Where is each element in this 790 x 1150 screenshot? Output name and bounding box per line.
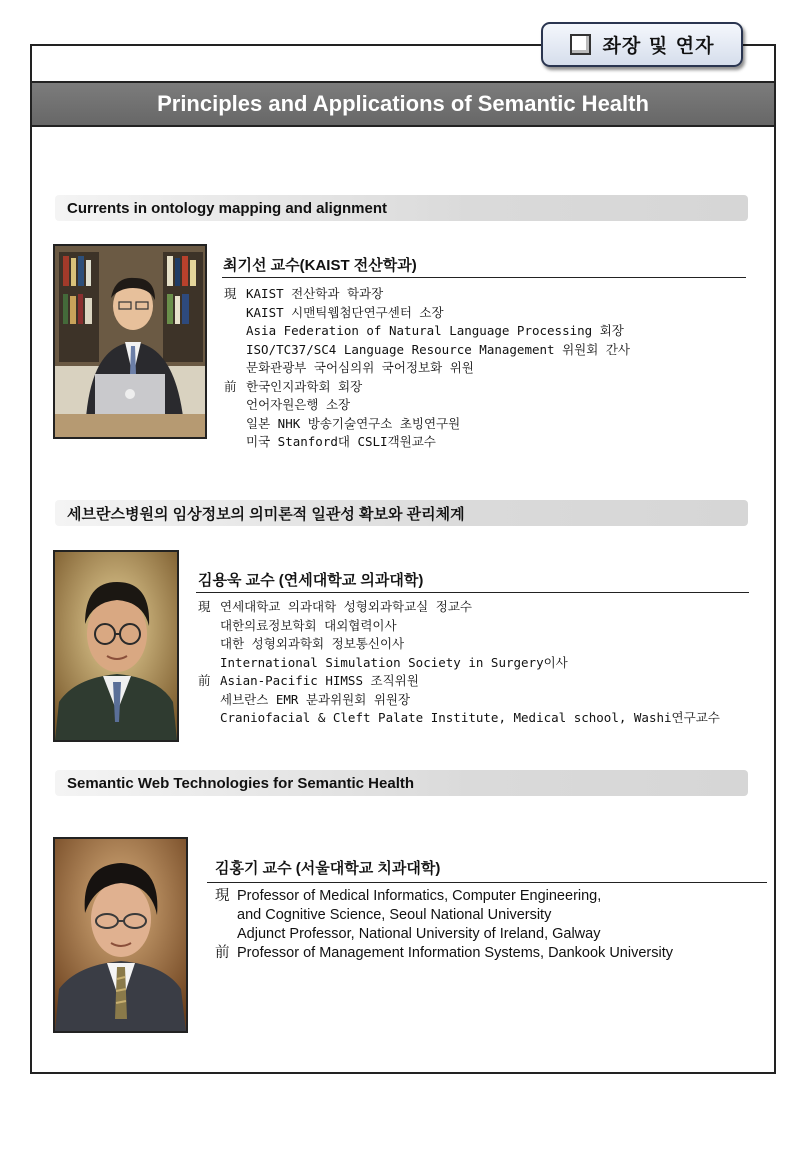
cv-text: Asian-Pacific HIMSS 조직위원 [220, 673, 419, 688]
cv-text: Professor of Management Information Systems, Dankook University [237, 945, 673, 961]
section-heading-3 [55, 770, 748, 796]
name-divider [207, 882, 767, 883]
speaker-photo-3 [53, 837, 188, 1033]
section-heading-text: 세브란스병원의 임상정보의 의미론적 일관성 확보와 관리체계 [67, 505, 465, 523]
cv-text: 언어자원은행 소장 [246, 397, 351, 412]
cv-line [224, 359, 630, 378]
cv-text: KAIST 시맨틱웹첨단연구센터 소장 [246, 304, 444, 320]
cv-text: 일본 NHK 방송기술연구소 초빙연구원 [246, 415, 461, 431]
cv-text: International Simulation Society in Surgery이사 [220, 654, 568, 670]
name-divider [222, 277, 746, 278]
cv-marker [224, 304, 246, 323]
cv-text: Professor of Medical Informatics, Computer Engineering, [237, 888, 602, 904]
cv-line [224, 322, 630, 341]
speaker-photo-image [55, 246, 205, 437]
badge-label: 좌장 및 연자 [602, 35, 715, 57]
cv-line [224, 304, 630, 323]
cv-marker [215, 906, 237, 925]
cv-line [198, 691, 720, 710]
cv-line [224, 378, 630, 397]
speaker-cv-3 [215, 887, 673, 963]
speaker-photo-image [55, 839, 186, 1031]
cv-marker: 前 [215, 945, 230, 961]
cv-marker [224, 415, 246, 434]
speaker-cv-1 [224, 285, 630, 452]
session-badge [541, 22, 743, 67]
cv-marker [198, 691, 220, 710]
cv-marker [215, 925, 237, 944]
page-title: Principles and Applications of Semantic Health [157, 91, 649, 116]
title-bar [32, 81, 774, 127]
cv-line [198, 654, 720, 673]
section-heading-2 [55, 500, 748, 526]
cv-marker: 現 [198, 599, 211, 614]
cv-marker [224, 322, 246, 341]
cv-text: 문화관광부 국어심의위 국어정보화 위원 [246, 360, 474, 375]
cv-marker: 前 [224, 378, 237, 394]
section-heading-text: Currents in ontology mapping and alignment [67, 199, 388, 217]
cv-marker [224, 341, 246, 360]
cv-line [198, 672, 720, 691]
cv-text: and Cognitive Science, Seoul National University [237, 907, 552, 923]
cv-line [224, 285, 630, 304]
cv-text: 한국인지과학회 회장 [246, 378, 363, 394]
cv-text: 미국 Stanford대 CSLI객원교수 [246, 434, 436, 449]
speaker-photo-1 [53, 244, 207, 439]
cv-marker [198, 654, 220, 673]
section-heading-1 [55, 195, 748, 221]
cv-line [224, 415, 630, 434]
cv-line [215, 925, 673, 944]
checkbox-square-icon [570, 34, 591, 55]
cv-marker [224, 359, 246, 378]
speaker-cv-2 [198, 598, 720, 728]
section-heading-text: Semantic Web Technologies for Semantic Health [67, 774, 415, 792]
cv-marker [198, 635, 220, 654]
cv-marker [224, 433, 246, 452]
cv-line [198, 635, 720, 654]
cv-line [215, 944, 673, 963]
cv-text: Craniofacial & Cleft Palate Institute, Medical school, Washi연구교수 [220, 710, 720, 725]
cv-text: ISO/TC37/SC4 Language Resource Management 위원회 간사 [246, 341, 630, 357]
cv-text: 세브란스 EMR 분과위원회 위원장 [220, 691, 411, 707]
name-divider [196, 592, 749, 593]
cv-marker: 現 [224, 286, 237, 301]
cv-line [215, 887, 673, 906]
cv-text: Adjunct Professor, National University of Ireland, Galway [237, 926, 601, 942]
cv-marker [198, 709, 220, 728]
cv-line [224, 396, 630, 415]
cv-line [215, 906, 673, 925]
speaker-name-3: 김홍기 교수 (서울대학교 치과대학) [215, 860, 441, 877]
cv-text: 대한의료정보학회 대외협력이사 [220, 617, 397, 633]
cv-line [198, 709, 720, 728]
cv-text: 대한 성형외과학회 정보통신이사 [220, 636, 405, 651]
cv-marker: 前 [198, 673, 211, 688]
speaker-name-1: 최기선 교수(KAIST 전산학과) [223, 257, 417, 274]
cv-text: Asia Federation of Natural Language Processing 회장 [246, 323, 624, 338]
speaker-name-2: 김용욱 교수 (연세대학교 의과대학) [198, 572, 424, 589]
cv-marker [224, 396, 246, 415]
speaker-photo-image [55, 552, 177, 740]
cv-marker: 現 [215, 888, 230, 904]
cv-line [224, 433, 630, 452]
cv-text: 연세대학교 의과대학 성형외과학교실 정교수 [220, 599, 473, 614]
cv-line [198, 617, 720, 636]
speaker-photo-2 [53, 550, 179, 742]
cv-line [224, 341, 630, 360]
cv-text: KAIST 전산학과 학과장 [246, 286, 384, 301]
cv-marker [198, 617, 220, 636]
cv-line [198, 598, 720, 617]
